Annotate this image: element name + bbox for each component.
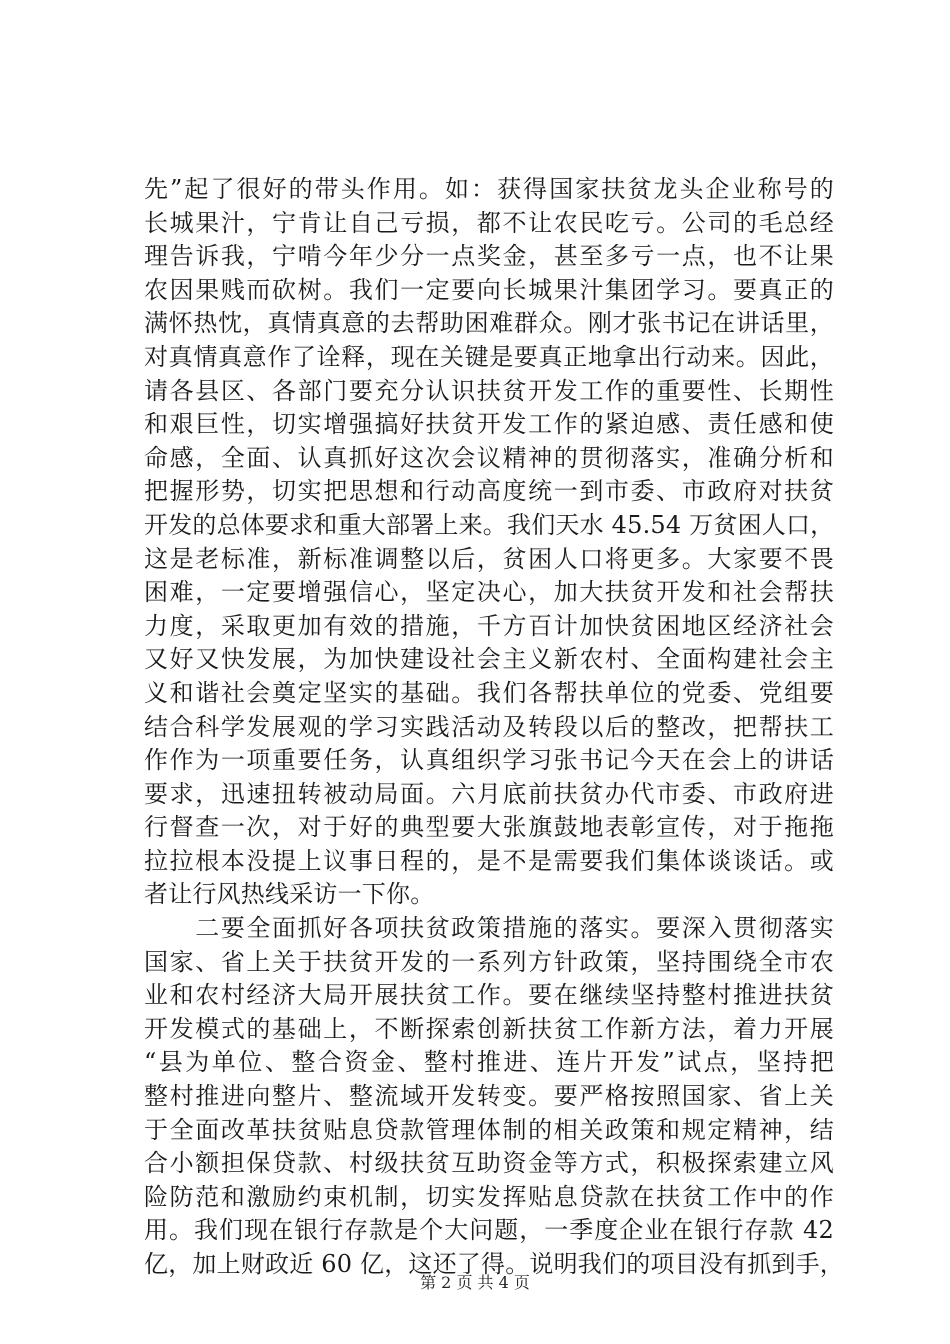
text-line: 满怀热忱，真情真意的去帮助困难群众。刚才张书记在讲话里， (144, 309, 834, 338)
text-line: 拉拉根本没提上议事日程的，是不是需要我们集体谈谈话。或 (144, 846, 834, 875)
text-line: 于全面改革扶贫贴息贷款管理体制的相关政策和规定精神，结 (144, 1115, 834, 1144)
text-line: 这是老标准，新标准调整以后，贫困人口将更多。大家要不畏 (144, 544, 834, 573)
text-line: 业和农村经济大局开展扶贫工作。要在继续坚持整村推进扶贫 (144, 981, 834, 1010)
text-line: 整村推进向整片、整流域开发转变。要严格按照国家、省上关 (144, 1082, 834, 1111)
text-line: 义和谐社会奠定坚实的基础。我们各帮扶单位的党委、党组要 (144, 678, 834, 707)
text-line: 行督查一次，对于好的典型要大张旗鼓地表彰宣传，对于拖拖 (144, 813, 834, 842)
text-line: 请各县区、各部门要充分认识扶贫开发工作的重要性、长期性 (144, 376, 834, 405)
body-text (144, 173, 844, 1282)
text-line: 对真情真意作了诠释，现在关键是要真正地拿出行动来。因此， (144, 342, 834, 371)
text-line: 国家、省上关于扶贫开发的一系列方针政策，坚持围绕全市农 (144, 947, 834, 976)
text-line: 又好又快发展，为加快建设社会主义新农村、全面构建社会主 (144, 645, 834, 674)
text-line: 用。我们现在银行存款是个大问题，一季度企业在银行存款 42 (144, 1216, 834, 1245)
text-line: 结合科学发展观的学习实践活动及转段以后的整改，把帮扶工 (144, 712, 834, 741)
text-line: “县为单位、整合资金、整村推进、连片开发”试点，坚持把 (144, 1048, 834, 1077)
paragraph-start-line: 二要全面抓好各项扶贫政策措施的落实。要深入贯彻落实 (144, 914, 834, 943)
text-line: 困难，一定要增强信心，坚定决心，加大扶贫开发和社会帮扶 (144, 578, 834, 607)
text-line: 亿，加上财政近 60 亿，这还了得。说明我们的项目没有抓到手， (144, 1250, 844, 1278)
text-line: 合小额担保贷款、村级扶贫互助资金等方式，积极探索建立风 (144, 1149, 834, 1178)
text-line: 理告诉我，宁啃今年少分一点奖金，甚至多亏一点，也不让果 (144, 242, 834, 271)
text-line: 命感，全面、认真抓好这次会议精神的贯彻落实，准确分析和 (144, 443, 834, 472)
text-line: 和艰巨性，切实增强搞好扶贫开发工作的紧迫感、责任感和使 (144, 410, 834, 439)
text-line: 长城果汁，宁肯让自己亏损，都不让农民吃亏。公司的毛总经 (144, 208, 834, 237)
text-line: 开发模式的基础上，不断探索创新扶贫工作新方法，着力开展 (144, 1014, 834, 1043)
text-line: 先”起了很好的带头作用。如：获得国家扶贫龙头企业称号的 (144, 175, 834, 203)
text-line: 把握形势，切实把思想和行动高度统一到市委、市政府对扶贫 (144, 477, 834, 506)
text-line: 开发的总体要求和重大部署上来。我们天水 45.54 万贫困人口， (144, 510, 835, 539)
page-footer: 第 2 页 共 4 页 (420, 1273, 530, 1292)
text-line: 险防范和激励约束机制，切实发挥贴息贷款在扶贫工作中的作 (144, 1182, 834, 1211)
text-line: 要求，迅速扭转被动局面。六月底前扶贫办代市委、市政府进 (144, 779, 834, 808)
paragraph-end-line: 者让行风热线采访一下你。 (144, 880, 435, 909)
text-line: 力度，采取更加有效的措施，千方百计加快贫困地区经济社会 (144, 611, 834, 640)
text-line: 作作为一项重要任务，认真组织学习张书记今天在会上的讲话 (144, 746, 834, 775)
text-line: 农因果贱而砍树。我们一定要向长城果汁集团学习。要真正的 (144, 275, 834, 304)
